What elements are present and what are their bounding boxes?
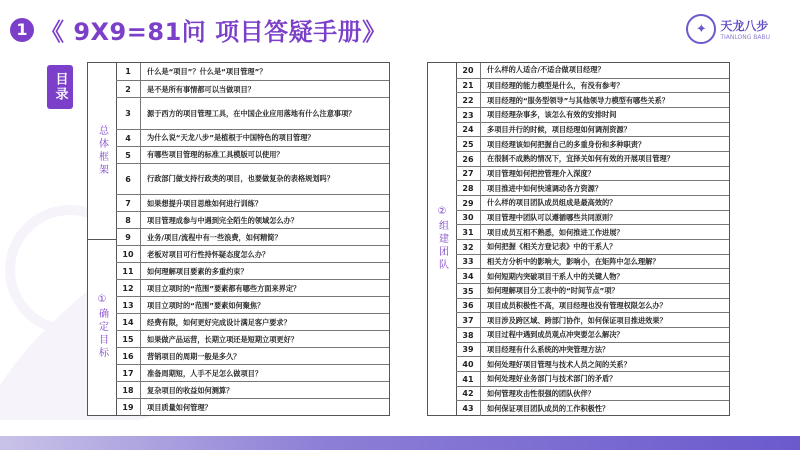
table-row[interactable] (116, 330, 389, 348)
question-text: 行政部门做支持行政类的项目，也要做复杂的表格规划吗？ (147, 174, 334, 184)
table-row[interactable] (456, 107, 729, 123)
question-text: 项目经理杂事多，该怎么有效的安排时间 (487, 110, 617, 120)
question-number: 35 (456, 284, 481, 299)
footer-bar (0, 436, 800, 450)
table-row[interactable] (456, 312, 729, 328)
left-section-column (88, 63, 117, 415)
table-row[interactable] (116, 228, 389, 246)
table-row[interactable] (456, 268, 729, 284)
question-text: 项目过程中遇到成员观点冲突要怎么解决？ (487, 330, 624, 340)
table-row[interactable] (116, 129, 389, 147)
question-text: 项目质量如何管理？ (147, 402, 212, 412)
question-text: 什么是“项目”？什么是“项目管理”？ (147, 66, 267, 76)
question-text: 如何把握《相关方登记表》中的干系人？ (487, 242, 617, 252)
section-build-team: ②组建团队 (436, 206, 448, 272)
question-number: 33 (456, 255, 481, 270)
question-text: 如何理解项目要素的多重约束？ (147, 266, 248, 276)
question-text: 项目管理中团队可以遵循哪些共同原则？ (487, 212, 617, 222)
question-text: 源于西方的项目管理工具，在中国企业应用落地有什么注意事项？ (147, 108, 356, 118)
question-number: 21 (456, 79, 481, 94)
question-text: 如果做产品运营，长期立项还是短期立项更好？ (147, 334, 298, 344)
question-text: 如何理解项目分工表中的“时间节点”项？ (487, 286, 619, 296)
table-row[interactable] (116, 313, 389, 331)
table-row[interactable] (116, 364, 389, 382)
page-title: 《 9X9=81问 项目答疑手册》 (40, 18, 387, 46)
table-row[interactable] (456, 166, 729, 182)
question-number: 40 (456, 357, 481, 372)
question-number: 18 (116, 382, 141, 399)
table-row[interactable] (456, 239, 729, 255)
question-number: 25 (456, 137, 481, 152)
table-row[interactable] (116, 262, 389, 280)
question-text: 项目经理的“服务型领导”与其他领导力模型有哪些关系？ (487, 95, 669, 105)
question-text: 项目经理有什么系统的冲突管理方法？ (487, 344, 610, 354)
question-number: 16 (116, 348, 141, 365)
table-row[interactable] (456, 151, 729, 167)
question-number: 39 (456, 343, 481, 358)
table-row[interactable] (456, 298, 729, 314)
table-row[interactable] (456, 254, 729, 270)
question-text: 如果想提升项目思维如何进行训练？ (147, 198, 263, 208)
question-text: 项目涉及跨区域、跨部门协作，如何保证项目推进效果？ (487, 315, 667, 325)
question-number: 30 (456, 211, 481, 226)
table-row[interactable] (456, 327, 729, 343)
question-number: 9 (116, 229, 141, 246)
table-row[interactable] (456, 210, 729, 226)
question-number: 7 (116, 195, 141, 212)
table-row[interactable] (456, 356, 729, 372)
question-number: 32 (456, 240, 481, 255)
table-row[interactable] (116, 163, 389, 196)
question-text: 项目成员积极性不高，项目经理也没有管理权限怎么办？ (487, 300, 667, 310)
question-text: 营销项目的周期一般是多久？ (147, 351, 241, 361)
question-number: 12 (116, 280, 141, 297)
question-number: 17 (116, 365, 141, 382)
brand-tagline: TIANLONG BABU (720, 34, 770, 41)
table-row[interactable] (116, 296, 389, 314)
table-row[interactable] (456, 342, 729, 358)
question-text: 是不是所有事情都可以当做项目？ (147, 84, 255, 94)
table-row[interactable] (116, 63, 389, 80)
table-row[interactable] (116, 97, 389, 130)
question-text: 准备周期短，人手不足怎么做项目？ (147, 368, 263, 378)
question-text: 项目经理的能力模型是什么，有没有参考？ (487, 80, 624, 90)
question-text: 如何处理好项目管理与技术人员之间的关系？ (487, 359, 631, 369)
table-row[interactable] (456, 386, 729, 402)
question-number: 5 (116, 147, 141, 164)
page-header (10, 12, 387, 47)
question-text: 业务/项目/流程中有一些浪费，如何精简？ (147, 232, 282, 242)
left-question-table (87, 62, 390, 416)
question-number: 6 (116, 164, 141, 196)
question-text: 如何保证项目团队成员的工作积极性？ (487, 403, 610, 413)
question-number: 11 (116, 263, 141, 280)
question-number: 15 (116, 331, 141, 348)
right-rows (456, 63, 729, 415)
dragon-logo-icon: ✦ (686, 14, 716, 44)
question-text: 项目立项时的“范围”要素如何聚焦？ (147, 300, 265, 310)
question-text: 项目成员互相不熟悉，如何推进工作进展？ (487, 227, 624, 237)
question-number: 22 (456, 93, 481, 108)
right-question-table (427, 62, 730, 416)
question-text: 项目推进中如何快速调动各方资源？ (487, 183, 603, 193)
question-number: 42 (456, 387, 481, 402)
table-row[interactable] (116, 381, 389, 399)
question-text: 项目管理如何把控管理介入深度？ (487, 168, 595, 178)
section-number-badge: 1 (10, 18, 34, 42)
table-row[interactable] (456, 136, 729, 152)
table-row[interactable] (116, 398, 389, 416)
question-text: 为什么说“天龙八步”是植根于中国特色的项目管理？ (147, 133, 315, 142)
question-number: 14 (116, 314, 141, 331)
question-number: 19 (116, 399, 141, 416)
table-row[interactable] (116, 279, 389, 297)
question-text: 经费有限，如何更好完成设计满足客户要求？ (147, 317, 291, 327)
question-number: 24 (456, 123, 481, 138)
question-text: 在很制不成熟的情况下，宜择关如何有效的开展项目管理？ (487, 154, 674, 164)
question-text: 什么样的项目团队成员组成是最高效的？ (487, 198, 617, 208)
table-row[interactable] (456, 400, 729, 416)
table-row[interactable] (116, 347, 389, 365)
table-row[interactable] (116, 146, 389, 164)
question-number: 36 (456, 299, 481, 314)
table-row[interactable] (456, 195, 729, 211)
question-number: 20 (456, 63, 481, 78)
question-text: 项目经理该如何把握自己的多重身份和多种职责？ (487, 139, 646, 149)
left-rows (116, 63, 389, 415)
brand-name: 天龙八步 (720, 19, 769, 33)
table-row[interactable] (116, 80, 389, 98)
question-text: 项目管理成参与中遇到完全陌生的领域怎么办？ (147, 215, 298, 225)
question-text: 相关方分析中的影响大，影响小，在矩阵中怎么理解？ (487, 256, 660, 266)
table-row[interactable] (456, 78, 729, 94)
table-row[interactable] (116, 245, 389, 263)
table-row[interactable] (116, 211, 389, 229)
table-row[interactable] (456, 92, 729, 108)
question-number: 29 (456, 196, 481, 211)
section-framework: 总体框架 (96, 125, 108, 177)
question-number: 2 (116, 81, 141, 98)
table-row[interactable] (116, 194, 389, 212)
question-number: 43 (456, 401, 481, 416)
question-number: 8 (116, 212, 141, 229)
question-number: 23 (456, 108, 481, 123)
right-section-column (428, 63, 457, 415)
table-row[interactable] (456, 122, 729, 138)
table-row[interactable] (456, 283, 729, 299)
question-text: 老板对项目可行性持怀疑态度怎么办？ (147, 249, 270, 259)
question-text: 项目立项时的“范围”要素都有哪些方面来界定？ (147, 283, 301, 293)
question-number: 26 (456, 152, 481, 167)
question-text: 多项目并行的时候，项目经理如何调剂资源？ (487, 124, 631, 134)
question-text: 有哪些项目管理的标准工具模版可以使用？ (147, 150, 284, 159)
table-row[interactable] (456, 224, 729, 240)
table-row[interactable] (456, 180, 729, 196)
question-text: 复杂项目的收益如何测算？ (147, 385, 234, 395)
question-number: 28 (456, 181, 481, 196)
question-number: 1 (116, 63, 141, 80)
question-number: 41 (456, 372, 481, 387)
question-text: 如何处理好业务部门与技术部门的矛盾？ (487, 374, 617, 384)
brand-logo (686, 14, 770, 44)
toc-label: 目录 (47, 65, 73, 109)
table-row[interactable] (456, 63, 729, 78)
question-number: 3 (116, 98, 141, 130)
question-number: 13 (116, 297, 141, 314)
question-text: 什么样的人适合/不适合做项目经理？ (487, 65, 605, 75)
question-text: 如何管理攻击性很强的团队伙伴？ (487, 388, 595, 398)
question-number: 4 (116, 130, 141, 147)
question-number: 38 (456, 328, 481, 343)
section-set-goals: ①确定目标 (96, 294, 108, 360)
question-number: 27 (456, 167, 481, 182)
question-number: 31 (456, 225, 481, 240)
question-number: 34 (456, 269, 481, 284)
question-text: 如何短期内突破项目干系人中的关键人物？ (487, 271, 624, 281)
question-number: 37 (456, 313, 481, 328)
table-row[interactable] (456, 371, 729, 387)
question-number: 10 (116, 246, 141, 263)
